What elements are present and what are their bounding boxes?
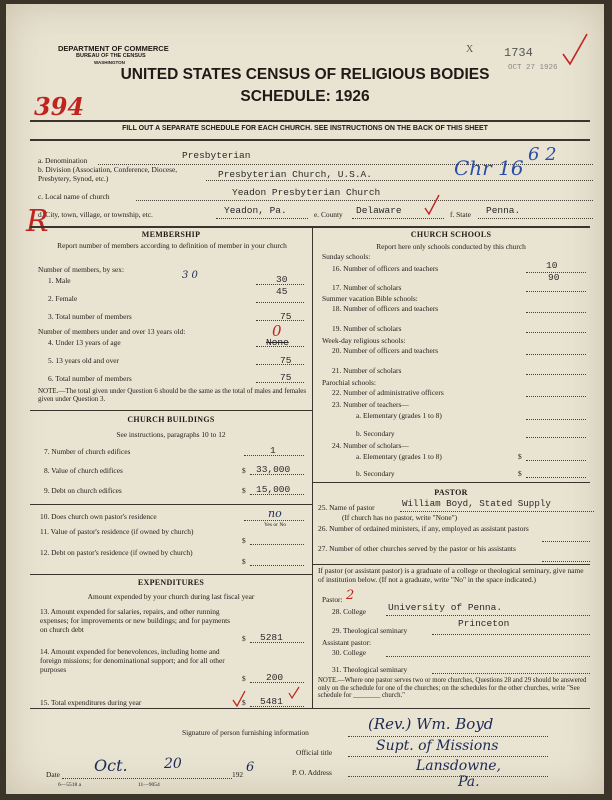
buildings-heading: CHURCH BUILDINGS xyxy=(127,415,215,424)
q23-label: 23. Number of teachers— xyxy=(332,400,409,409)
pastor-handwritten: 2 xyxy=(346,588,355,603)
q8-dollar: $ xyxy=(242,466,246,475)
pastor-heading: PASTOR xyxy=(434,488,468,497)
members-by-age-label: Number of members under and over 13 years old: xyxy=(38,327,186,336)
checkmark-icon xyxy=(288,686,300,700)
q12-dollar: $ xyxy=(242,557,246,566)
summer-label: Summer vacation Bible schools: xyxy=(322,294,418,303)
q23b-label: b. Secondary xyxy=(356,429,395,438)
department-label: DEPARTMENT OF COMMERCE xyxy=(58,44,169,53)
q19-label: 19. Number of scholars xyxy=(332,324,402,333)
assistant-pastor-label: Assistant pastor: xyxy=(322,638,372,647)
q14-value: 200 xyxy=(266,672,284,683)
q3-label: 3. Total number of members xyxy=(48,312,132,321)
q7-label: 7. Number of church edifices xyxy=(44,447,131,456)
q6-label: 6. Total number of members xyxy=(48,374,132,383)
signature-value: (Rev.) Wm. Boyd xyxy=(368,715,494,733)
q13-value: 5281 xyxy=(260,632,283,643)
q5-value: 75 xyxy=(280,355,292,366)
q24-label: 24. Number of scholars— xyxy=(332,441,409,450)
city-value: Yeadon, Pa. xyxy=(224,205,287,216)
members-by-sex-label: Number of members, by sex: xyxy=(38,265,124,274)
q10-hint: Yes or No xyxy=(264,522,287,528)
margin-mark-handwritten: R xyxy=(26,204,49,239)
schools-heading: CHURCH SCHOOLS xyxy=(410,230,492,239)
denomination-value: Presbyterian xyxy=(182,150,251,161)
graduate-note: If pastor (or assistant pastor) is a graduate of a college or theological seminary, give name of institution below. (If not a graduate, write "No" in the space indicated.) xyxy=(318,566,584,584)
signature-label: Signature of person furnishing information xyxy=(182,728,309,737)
stamp-number: 1734 xyxy=(504,46,533,60)
schools-intro: Report here only schools conducted by this church xyxy=(376,242,526,251)
q11-dollar: $ xyxy=(242,536,246,545)
q28-label: 28. College xyxy=(332,607,367,616)
county-value: Delaware xyxy=(356,205,402,216)
q15-dollar: $ xyxy=(242,698,246,707)
q4-handwritten: 0 xyxy=(272,322,282,340)
q3-value: 75 xyxy=(280,311,292,322)
form-number-2: 11—9054 xyxy=(138,782,160,788)
membership-note: NOTE.—The total given under Question 6 should be the same as the total of males and females given under Question 3. xyxy=(38,387,307,403)
q2-value: 45 xyxy=(276,286,288,297)
q25-value: William Boyd, Stated Supply xyxy=(402,498,551,509)
q30-label: 30. College xyxy=(332,648,367,657)
state-value: Penna. xyxy=(486,205,521,216)
buildings-subtitle: See instructions, paragraphs 10 to 12 xyxy=(116,430,226,439)
division-note-handwritten: 6 2 xyxy=(528,144,557,165)
checkmark-icon xyxy=(232,690,246,708)
census-schedule-page xyxy=(6,4,604,794)
q15-value: 5481 xyxy=(260,696,283,707)
q10-value: no xyxy=(268,507,282,520)
q24b-label: b. Secondary xyxy=(356,469,395,478)
q8-label: 8. Value of church edifices xyxy=(44,466,123,475)
q29-value: Princeton xyxy=(458,618,510,629)
address-line2: Pa. xyxy=(458,774,480,790)
county-label: e. County xyxy=(314,210,343,219)
q9-value: 15,000 xyxy=(256,484,291,495)
handwritten-number: 394 xyxy=(34,92,85,121)
q24a-label: a. Elementary (grades 1 to 8) xyxy=(356,452,442,461)
date-year-prefix: 192 xyxy=(232,770,244,779)
official-title-label: Official title xyxy=(296,748,333,757)
q25-hint: (If church has no pastor, write "None") xyxy=(342,513,458,522)
q14-dollar: $ xyxy=(242,674,246,683)
form-number: 6—5518 a xyxy=(58,782,82,788)
city-label: WASHINGTON xyxy=(94,60,125,65)
sunday-label: Sunday schools: xyxy=(322,252,371,261)
q27-label: 27. Number of other churches served by the pastor or his assistants xyxy=(318,544,516,553)
q5-label: 5. 13 years old and over xyxy=(48,356,120,365)
q26-label: 26. Number of ordained ministers, if any, employed as assistant pastors xyxy=(318,524,529,533)
expenditures-subtitle: Amount expended by your church during last fiscal year xyxy=(87,592,255,601)
q12-label: 12. Debt on pastor's residence (if owned by church) xyxy=(40,548,193,557)
q24a-dollar: $ xyxy=(518,452,522,461)
q6-value: 75 xyxy=(280,372,292,383)
stamp-date: OCT 27 1926 xyxy=(508,64,558,72)
form-title: UNITED STATES CENSUS OF RELIGIOUS BODIES xyxy=(120,66,490,83)
q21-label: 21. Number of scholars xyxy=(332,366,402,375)
local-name-label: c. Local name of church xyxy=(38,192,110,201)
q31-label: 31. Theological seminary xyxy=(332,665,408,674)
q4-value: None xyxy=(266,337,289,348)
q15-label: 15. Total expenditures during year xyxy=(40,698,142,707)
q1-margin-handwritten: 3 0 xyxy=(182,270,198,281)
membership-heading: MEMBERSHIP xyxy=(141,230,201,239)
q29-label: 29. Theological seminary xyxy=(332,626,408,635)
city-label: d. City, town, village, or township, etc. xyxy=(38,210,153,219)
q25-label: 25. Name of pastor xyxy=(318,503,375,512)
q7-value: 1 xyxy=(270,445,276,456)
q17-value: 90 xyxy=(548,272,560,283)
date-year-digit: 6 xyxy=(246,760,255,775)
q13-label: 13. Amount expended for salaries, repairs, and other running expenses; for improvements or new buildings; and for payments on church debt xyxy=(40,607,231,634)
bureau-label: BUREAU OF THE CENSUS xyxy=(76,53,146,59)
weekday-label: Week-day religious schools: xyxy=(322,336,406,345)
denomination-label: a. Denomination xyxy=(38,156,88,165)
q24b-dollar: $ xyxy=(518,469,522,478)
pastor-note: NOTE.—Where one pastor serves two or more churches, Questions 28 and 29 should be answered only on the schedule for one of the churches; on the schedules for the other churches, write "See schedule for ________ church." xyxy=(318,677,587,700)
q11-label: 11. Value of pastor's residence (if owned by church) xyxy=(40,527,194,536)
q23a-label: a. Elementary (grades 1 to 8) xyxy=(356,411,442,420)
q18-label: 18. Number of officers and teachers xyxy=(332,304,439,313)
address-label: P. O. Address xyxy=(292,768,332,777)
q20-label: 20. Number of officers and teachers xyxy=(332,346,439,355)
q22-label: 22. Number of administrative officers xyxy=(332,388,444,397)
date-month: Oct. xyxy=(94,756,128,775)
q9-label: 9. Debt on church edifices xyxy=(44,486,122,495)
division-value: Presbyterian Church, U.S.A. xyxy=(218,169,372,180)
parochial-label: Parochial schools: xyxy=(322,378,376,387)
q2-label: 2. Female xyxy=(48,294,78,303)
q16-label: 16. Number of officers and teachers xyxy=(332,264,439,273)
expenditures-heading: EXPENDITURES xyxy=(137,578,205,587)
pastor-sub-label: Pastor: xyxy=(322,595,343,604)
address-line1: Lansdowne, xyxy=(416,758,501,774)
q13-dollar: $ xyxy=(242,634,246,643)
q1-label: 1. Male xyxy=(48,276,71,285)
form-subtitle: SCHEDULE: 1926 xyxy=(240,88,370,105)
state-label: f. State xyxy=(450,210,471,219)
checkmark-icon xyxy=(561,32,589,68)
division-code-handwritten: Chr 16 xyxy=(454,156,524,180)
q9-dollar: $ xyxy=(242,486,246,495)
q28-value: University of Penna. xyxy=(388,602,503,613)
date-day: 20 xyxy=(164,756,182,772)
membership-intro: Report number of members according to definition of member in your church xyxy=(57,241,287,250)
fill-instruction: FILL OUT A SEPARATE SCHEDULE FOR EACH CHURCH. SEE INSTRUCTIONS ON THE BACK OF THIS SHEET xyxy=(122,125,488,132)
checkmark-icon xyxy=(424,194,440,216)
q14-label: 14. Amount expended for benevolences, including home and foreign missions; for denominational support; and for all other purposes xyxy=(40,647,225,674)
division-label: b. Division (Association, Conference, Diocese, Presbytery, Synod, etc.) xyxy=(38,165,178,183)
q10-label: 10. Does church own pastor's residence xyxy=(40,512,157,521)
q8-value: 33,000 xyxy=(256,464,291,475)
q17-label: 17. Number of scholars xyxy=(332,283,402,292)
local-name-value: Yeadon Presbyterian Church xyxy=(232,187,381,198)
q4-label: 4. Under 13 years of age xyxy=(48,338,121,347)
date-label: Date xyxy=(46,770,60,779)
official-title-value: Supt. of Missions xyxy=(376,738,499,754)
q16-value: 10 xyxy=(546,260,558,271)
stamp-mark: X xyxy=(466,44,474,55)
q1-value: 30 xyxy=(276,274,288,285)
